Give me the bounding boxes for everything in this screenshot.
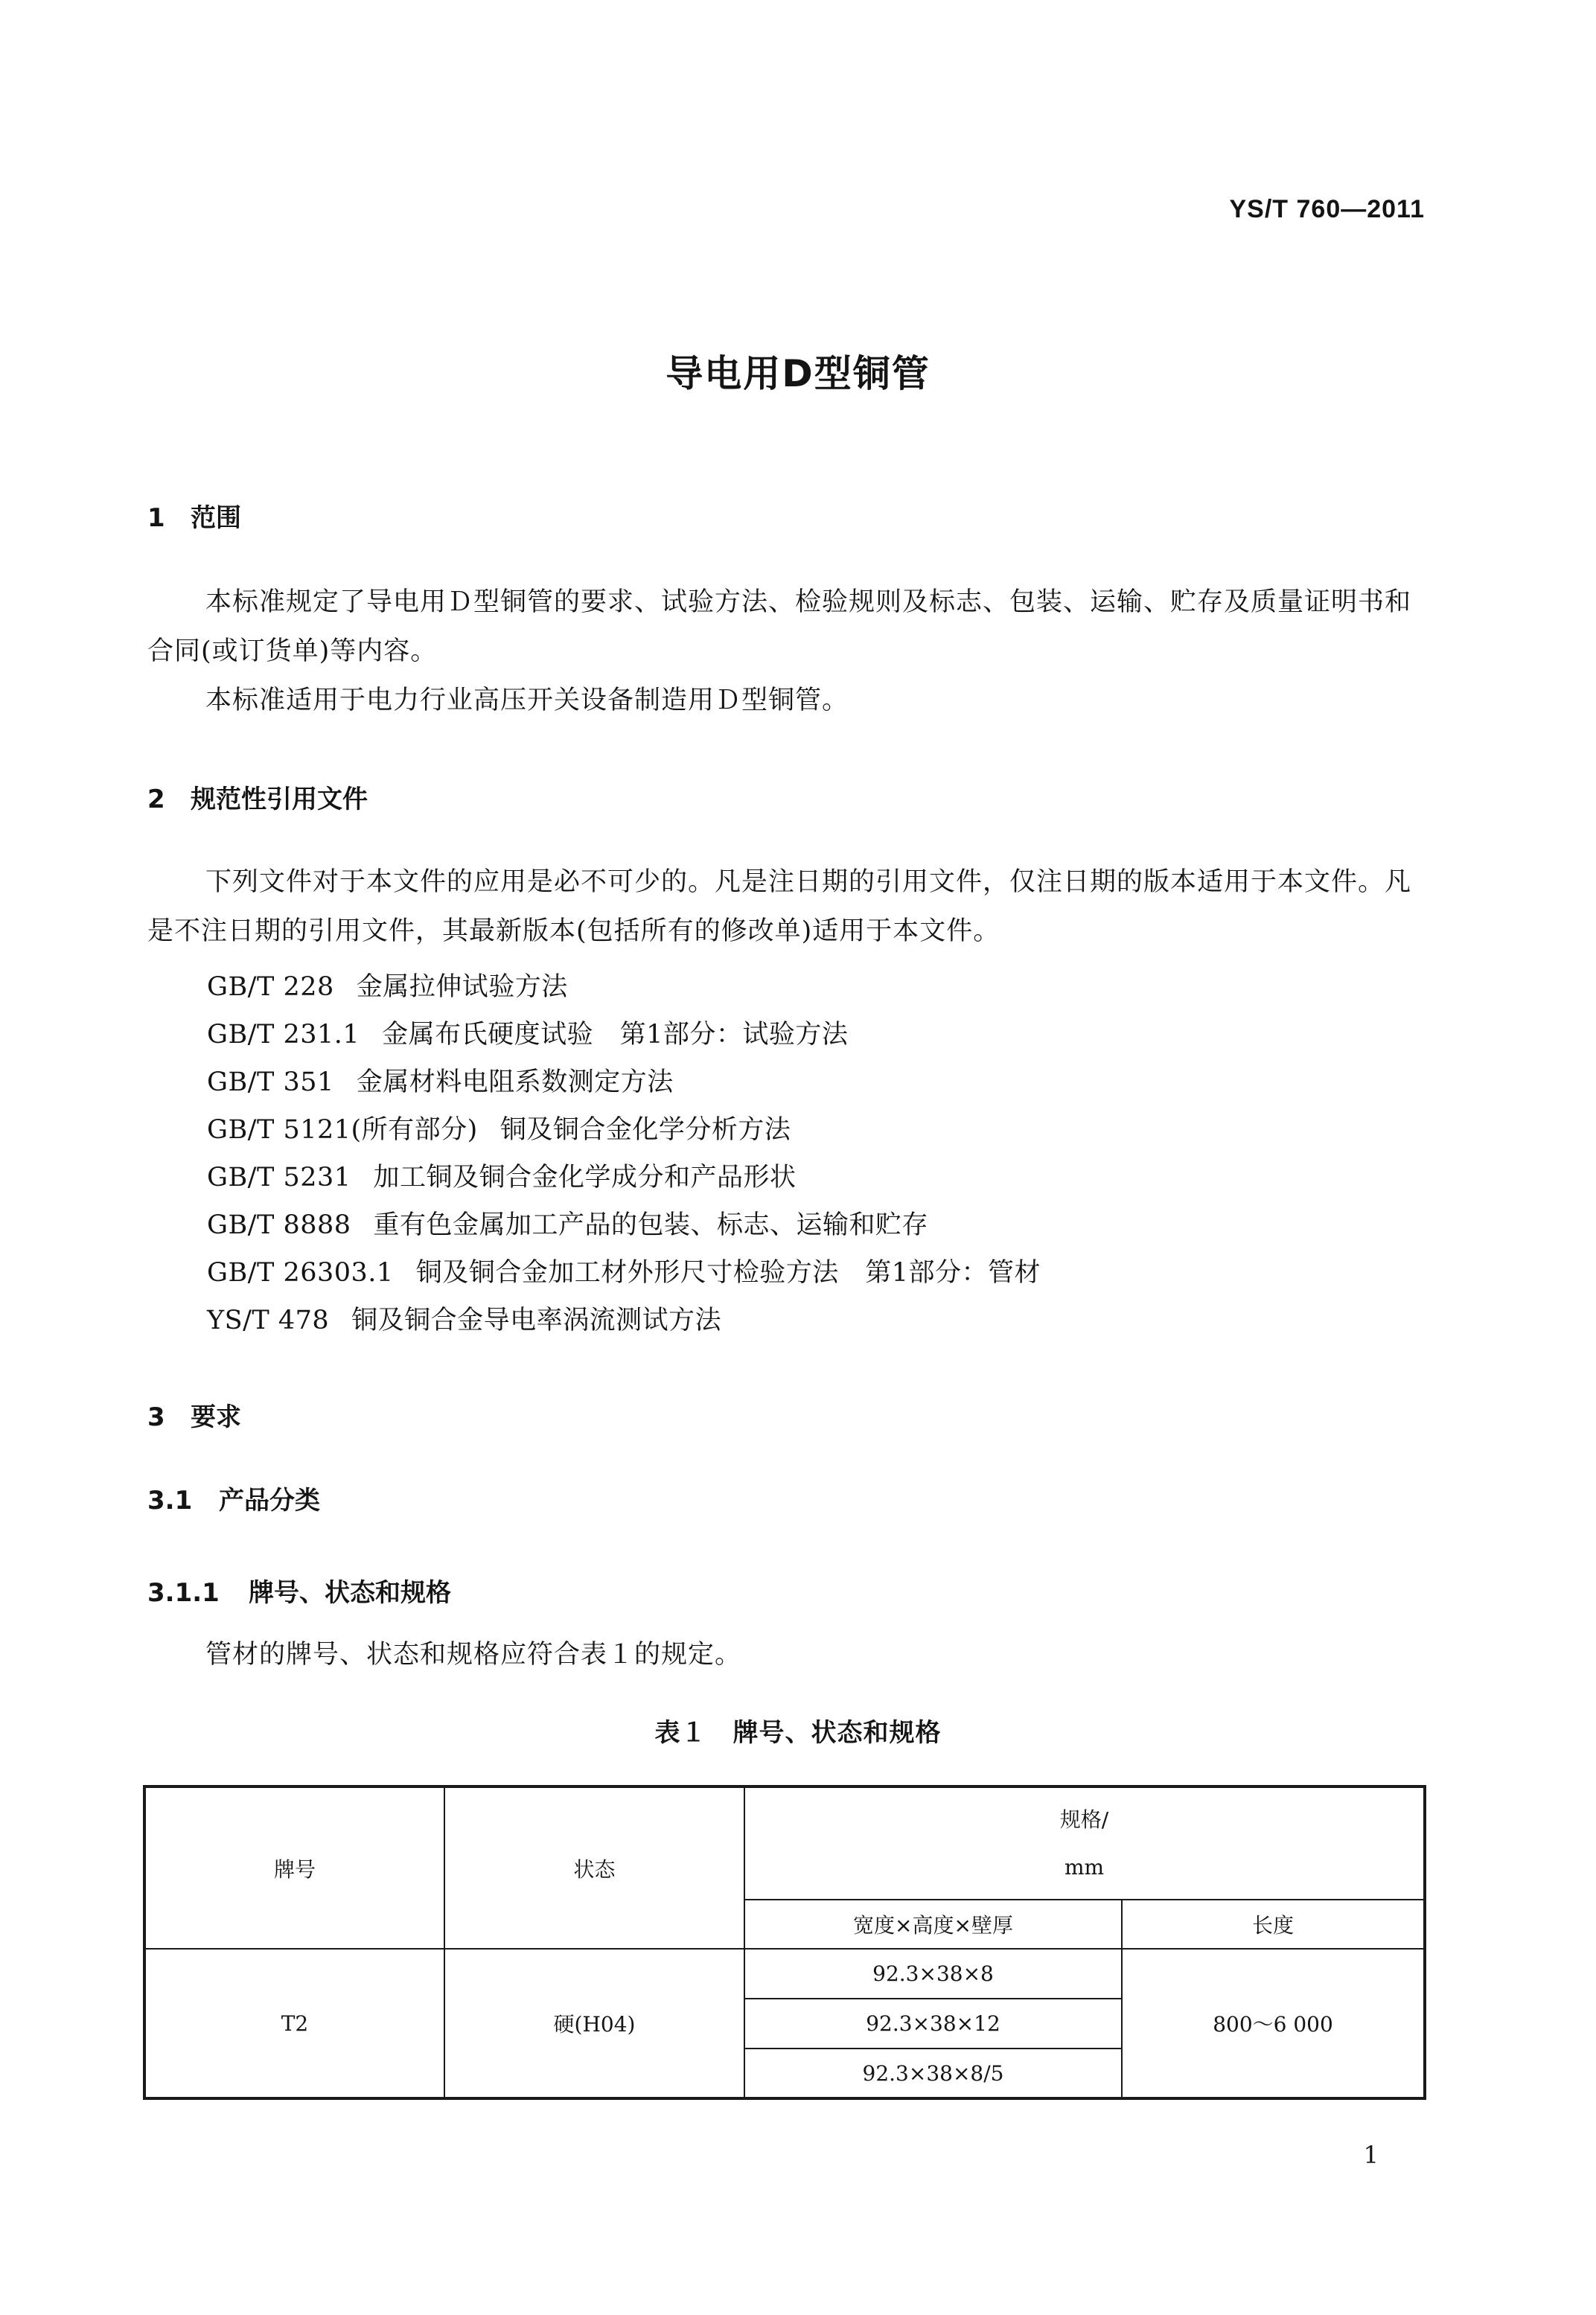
reference-item — [207, 1061, 674, 1099]
reference-title: 金属布氏硬度试验 第1部分：试验方法 — [382, 1020, 849, 1050]
section-number: 3.1 — [147, 1486, 193, 1516]
reference-item — [207, 1109, 791, 1146]
section-2-heading — [147, 779, 368, 815]
reference-code: GB/T 26303.1 — [207, 1258, 394, 1288]
cell-length: 800～6 000 — [1122, 1949, 1425, 2098]
table-1 — [143, 1785, 1423, 2098]
section-title: 规范性引用文件 — [191, 785, 368, 814]
cell-dimensions: 92.3×38×8/5 — [744, 2049, 1122, 2098]
reference-item — [207, 1300, 721, 1337]
reference-title: 重有色金属加工产品的包装、标志、运输和贮存 — [373, 1210, 929, 1240]
section-3-1-heading — [147, 1480, 320, 1516]
reference-code: GB/T 231.1 — [207, 1020, 360, 1050]
reference-item — [207, 1252, 1041, 1289]
section-title: 范围 — [191, 503, 241, 533]
reference-title: 铜及铜合金加工材外形尺寸检验方法 第1部分：管材 — [415, 1258, 1041, 1288]
section-1-paragraph-application: 本标准适用于电力行业高压开关设备制造用Ｄ型铜管。 — [205, 686, 849, 715]
section-title: 要求 — [191, 1402, 241, 1432]
cell-dimensions: 92.3×38×8 — [744, 1949, 1122, 1999]
section-1-paragraph-scope: 本标准规定了导电用Ｄ型铜管的要求、试验方法、检验规则及标志、包装、运输、贮存及质量证明书和合同(或订货单)等内容。 — [147, 587, 1412, 666]
reference-code: YS/T 478 — [207, 1306, 330, 1335]
section-number: 3.1.1 — [147, 1578, 220, 1608]
section-2-paragraph: 下列文件对于本文件的应用是必不可少的。凡是注日期的引用文件，仅注日期的版本适用于本文件。凡是不注日期的引用文件，其最新版本(包括所有的修改单)适用于本文件。 — [147, 867, 1412, 946]
reference-item — [207, 1204, 928, 1242]
header-spec-unit: mm — [1064, 1854, 1105, 1880]
section-1-heading — [147, 497, 241, 534]
reference-code: GB/T 351 — [207, 1067, 334, 1097]
reference-code: GB/T 5231 — [207, 1163, 351, 1192]
header-grade: 牌号 — [144, 1786, 444, 1949]
section-number: 2 — [147, 785, 165, 814]
table-row — [144, 1949, 1425, 1999]
cell-dimensions: 92.3×38×12 — [744, 1999, 1122, 2049]
cell-temper: 硬(H04) — [444, 1949, 744, 2098]
header-dimensions: 宽度×高度×壁厚 — [744, 1900, 1122, 1949]
section-3-1-1-heading — [147, 1572, 451, 1609]
reference-title: 铜及铜合金导电率涡流测试方法 — [351, 1306, 722, 1335]
table-caption: 表１ 牌号、状态和规格 — [654, 1718, 942, 1748]
section-title: 牌号、状态和规格 — [249, 1578, 451, 1608]
reference-code: GB/T 228 — [207, 972, 334, 1002]
reference-code: GB/T 5121(所有部分) — [207, 1115, 478, 1145]
reference-item — [207, 1014, 848, 1051]
reference-title: 金属拉伸试验方法 — [356, 972, 568, 1002]
reference-item — [207, 966, 568, 1003]
section-number: 3 — [147, 1402, 165, 1432]
section-3-heading — [147, 1396, 241, 1433]
reference-title: 金属材料电阻系数测定方法 — [356, 1067, 674, 1097]
cell-grade: T2 — [144, 1949, 444, 2098]
reference-title: 铜及铜合金化学分析方法 — [499, 1115, 791, 1145]
section-title: 产品分类 — [219, 1486, 320, 1516]
header-temper: 状态 — [444, 1786, 744, 1949]
page-number: 1 — [1363, 2141, 1379, 2169]
standard-code: YS/T 760—2011 — [1229, 195, 1425, 223]
header-length: 长度 — [1122, 1900, 1425, 1949]
section-3-1-1-paragraph: 管材的牌号、状态和规格应符合表１的规定。 — [205, 1640, 742, 1670]
header-spec-label: 规格/ — [1059, 1807, 1109, 1832]
document-title: 导电用D型铜管 — [665, 352, 931, 395]
section-number: 1 — [147, 503, 165, 533]
spec-table — [143, 1785, 1426, 2100]
reference-code: GB/T 8888 — [207, 1210, 351, 1240]
reference-item — [207, 1157, 797, 1194]
reference-title: 加工铜及铜合金化学成分和产品形状 — [373, 1163, 797, 1192]
header-spec — [744, 1786, 1425, 1900]
